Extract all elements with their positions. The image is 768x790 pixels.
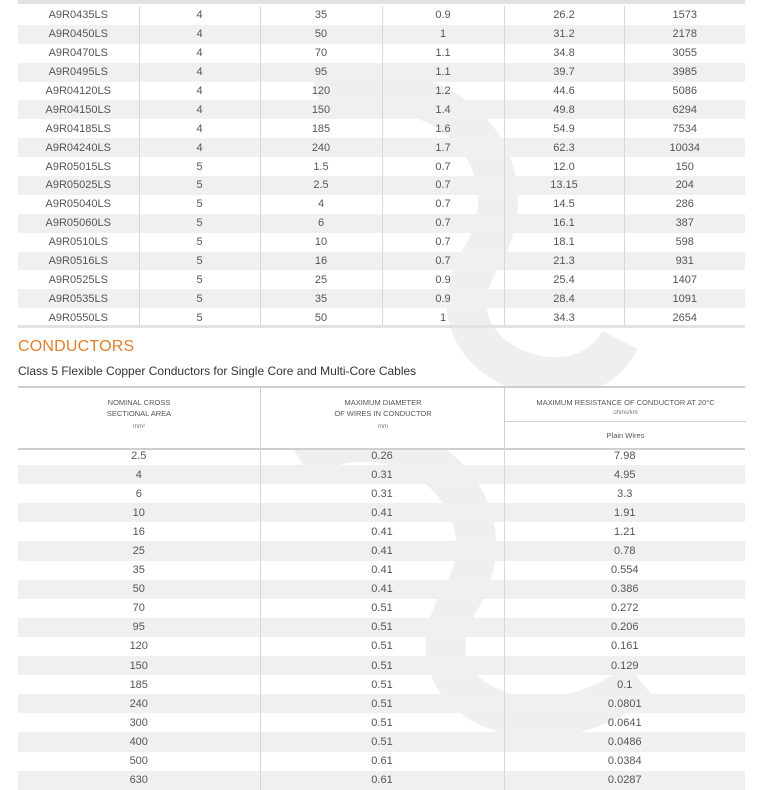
table-row: [18, 694, 745, 713]
table-cell: 5: [139, 233, 260, 252]
table-row: [18, 503, 745, 522]
table-cell: A9R0516LS: [18, 252, 139, 271]
table-cell: 50: [260, 25, 382, 44]
table-row: [18, 233, 745, 252]
header-text: MAXIMUM DIAMETER: [344, 398, 422, 407]
header-text: NOMINAL CROSS: [107, 398, 171, 407]
table-cell: 0.7: [382, 233, 504, 252]
table-row: [18, 157, 745, 176]
table-cell: 0.7: [382, 157, 504, 176]
table-cell: 630: [18, 771, 260, 790]
table-cell: 185: [129, 678, 148, 691]
table-cell: 0.26: [260, 446, 504, 465]
table-top-rule: [18, 0, 745, 4]
section-title: CONDUCTORS: [18, 338, 135, 355]
table-row: [18, 580, 745, 599]
table-cell: 1.5: [260, 157, 382, 176]
table-row: [18, 252, 745, 271]
table-cell: 5: [139, 195, 260, 214]
table-cell: 5: [139, 214, 260, 233]
table-cell: 598: [624, 233, 745, 252]
table-cell: 13.15: [504, 176, 624, 195]
table-cell: 0.51: [260, 713, 504, 732]
table-cell: 0.7: [382, 195, 504, 214]
table-cell: 10: [260, 233, 382, 252]
table-cell: 35: [260, 6, 382, 25]
table-cell: 120: [129, 640, 148, 653]
table-cell: 400: [18, 732, 260, 751]
table-cell: 25: [260, 270, 382, 289]
table-cell: 185: [260, 119, 382, 138]
table-cell: 0.31: [260, 484, 504, 503]
table-cell: 0.0384: [504, 752, 745, 771]
table-cell: 3.3: [504, 484, 745, 503]
conductor-table: [18, 446, 745, 790]
table-cell: 1.2: [382, 82, 504, 101]
table-cell: 6: [135, 487, 142, 500]
table-cell: 0.7: [382, 176, 504, 195]
table-row: [18, 713, 745, 732]
table-cell: 240: [260, 138, 382, 157]
table-cell: 120: [260, 82, 382, 101]
table-cell: 31.2: [504, 25, 624, 44]
table-cell: 0.1: [504, 675, 745, 694]
table-row: [18, 82, 745, 101]
table-cell: 28.4: [504, 289, 624, 308]
table-cell: A9R0535LS: [18, 289, 139, 308]
table-cell: 1.1: [382, 44, 504, 63]
header-text: SECTIONAL AREA: [106, 409, 172, 418]
table-cell: 26.2: [504, 6, 624, 25]
table-cell: 54.9: [504, 119, 624, 138]
table-cell: 0.7: [382, 214, 504, 233]
table-cell: 4: [139, 82, 260, 101]
table-cell: 5: [139, 270, 260, 289]
table-cell: 2.5: [260, 176, 382, 195]
table-cell: 10: [18, 503, 260, 522]
table-cell: 70: [132, 602, 145, 615]
table-cell: 0.51: [260, 694, 504, 713]
table-cell: 0.9: [382, 270, 504, 289]
table-cell: 50: [18, 580, 260, 599]
table-cell: 1: [382, 25, 504, 44]
table-cell: 0.41: [260, 580, 504, 599]
table-cell: 4: [18, 465, 260, 484]
table-row: [18, 561, 745, 580]
table-row: [18, 465, 745, 484]
table-cell: 0.554: [504, 561, 745, 580]
table-cell: A9R0525LS: [48, 273, 108, 286]
table-cell: 35: [260, 289, 382, 308]
table-row: [18, 176, 745, 195]
table-cell: 0.51: [260, 732, 504, 751]
table-cell: 0.51: [260, 656, 504, 675]
table-cell: 5086: [624, 82, 745, 101]
table-cell: 0.61: [260, 752, 504, 771]
table-cell: 0.0801: [504, 694, 745, 713]
table-row: [18, 63, 745, 82]
table-cell: A9R04120LS: [45, 85, 111, 97]
table-cell: 4: [139, 119, 260, 138]
table-cell: 150: [260, 100, 382, 119]
table-cell: A9R04185LS: [45, 122, 111, 135]
table-row: [18, 484, 745, 503]
table-cell: 2178: [624, 25, 745, 44]
table-cell: 500: [129, 755, 148, 768]
table-row: [18, 119, 745, 138]
table-cell: 39.7: [504, 63, 624, 82]
table-cell: 5: [139, 289, 260, 308]
table-cell: 0.386: [504, 580, 745, 599]
table-cell: 7534: [624, 119, 745, 138]
table-cell: 25: [18, 541, 260, 560]
table-cell: 0.51: [260, 618, 504, 637]
table-cell: 5: [139, 252, 260, 271]
header-unit: ohms/km: [613, 410, 638, 416]
table-cell: 0.7: [382, 252, 504, 271]
table-cell: 6294: [624, 100, 745, 119]
table-row: [18, 100, 745, 119]
table-cell: A9R0450LS: [18, 25, 139, 44]
table-row: [18, 446, 745, 465]
table-cell: 1573: [624, 6, 745, 25]
table-cell: A9R05015LS: [45, 160, 111, 173]
table-cell: 18.1: [504, 233, 624, 252]
table-row: [18, 541, 745, 560]
table-cell: 4.95: [504, 465, 745, 484]
table-cell: 0.41: [260, 561, 504, 580]
table-cell: 286: [624, 195, 745, 214]
table-cell: 5: [139, 176, 260, 195]
table-row: [18, 270, 745, 289]
table-cell: 0.51: [260, 637, 504, 656]
section-subtitle: Class 5 Flexible Copper Conductors for Single Core and Multi-Core Cables: [18, 364, 417, 378]
table-cell: 16.1: [504, 214, 624, 233]
table-cell: 4: [139, 100, 260, 119]
header-text: MAXIMUM RESISTANCE OF CONDUCTOR AT 20°C: [536, 398, 715, 407]
table-cell: A9R05060LS: [18, 214, 139, 233]
table-cell: 44.6: [504, 82, 624, 101]
table-cell: 1: [382, 308, 504, 327]
table-row: [18, 214, 745, 233]
table-cell: 387: [624, 214, 745, 233]
conductor-table-header: [18, 386, 745, 450]
table-cell: 0.129: [504, 656, 745, 675]
table-cell: 35: [132, 564, 145, 577]
table-cell: 62.3: [504, 138, 624, 157]
table-cell: A9R0550LS: [48, 311, 108, 324]
header-unit: mm²: [133, 424, 145, 430]
table-cell: 0.51: [260, 675, 504, 694]
table-cell: 4: [139, 6, 260, 25]
header-nominal-area: [18, 388, 260, 448]
table-cell: 5: [139, 308, 260, 327]
table-row: [18, 44, 745, 63]
table-cell: 10034: [624, 138, 745, 157]
table-cell: 34.3: [504, 308, 624, 327]
table-row: [18, 656, 745, 675]
table-row: [18, 732, 745, 751]
header-unit: mm: [378, 424, 388, 430]
table-cell: 4: [139, 25, 260, 44]
table-row: [18, 6, 745, 25]
table-cell: 0.272: [504, 599, 745, 618]
table-cell: 70: [260, 44, 382, 63]
table-cell: A9R05040LS: [45, 198, 111, 211]
table-row: [18, 599, 745, 618]
table-cell: 0.41: [260, 503, 504, 522]
header-subcolumn-plain-wires: Plain Wires: [505, 421, 746, 449]
table-row: [18, 522, 745, 541]
table-cell: 0.0486: [504, 732, 745, 751]
table-cell: 3055: [624, 44, 745, 63]
table-row: [18, 637, 745, 656]
table-row: [18, 752, 745, 771]
table-cell: 3985: [624, 63, 745, 82]
table-cell: A9R05025LS: [18, 176, 139, 195]
table-cell: 1091: [624, 289, 745, 308]
table-row: [18, 195, 745, 214]
header-max-diameter: [260, 388, 505, 448]
table-cell: 95: [260, 63, 382, 82]
table-cell: 1407: [624, 270, 745, 289]
table-cell: 0.31: [260, 465, 504, 484]
table-cell: 5: [139, 157, 260, 176]
table-row: [18, 771, 745, 790]
table-cell: A9R0435LS: [48, 9, 108, 22]
table-bottom-rule: [18, 325, 745, 328]
table-cell: 7.98: [504, 446, 745, 465]
table-cell: 16: [260, 252, 382, 271]
table-cell: 25.4: [504, 270, 624, 289]
table-cell: 2.5: [131, 449, 147, 462]
table-cell: 0.9: [382, 6, 504, 25]
table-cell: 49.8: [504, 100, 624, 119]
table-cell: 1.91: [504, 503, 745, 522]
table-row: [18, 25, 745, 44]
table-cell: 150: [18, 656, 260, 675]
table-cell: 0.206: [504, 618, 745, 637]
header-max-resistance: [504, 388, 746, 448]
table-cell: A9R04240LS: [18, 138, 139, 157]
table-cell: 0.0287: [504, 771, 745, 790]
table-cell: 0.41: [260, 541, 504, 560]
table-cell: 0.41: [260, 522, 504, 541]
table-cell: 1.4: [382, 100, 504, 119]
table-cell: 1.6: [382, 119, 504, 138]
table-row: [18, 289, 745, 308]
table-cell: 4: [260, 195, 382, 214]
table-cell: 16: [132, 525, 145, 538]
table-cell: 6: [260, 214, 382, 233]
table-cell: 0.161: [504, 637, 745, 656]
table-cell: 12.0: [504, 157, 624, 176]
table-cell: 0.51: [260, 599, 504, 618]
table-cell: 21.3: [504, 252, 624, 271]
table-cell: 0.0641: [504, 713, 745, 732]
table-cell: 4: [139, 138, 260, 157]
table-cell: 95: [18, 618, 260, 637]
cable-spec-table: [18, 6, 745, 327]
table-cell: A9R04150LS: [18, 100, 139, 119]
header-text: OF WIRES IN CONDUCTOR: [334, 409, 432, 418]
table-cell: 0.78: [504, 541, 745, 560]
table-row: [18, 675, 745, 694]
table-cell: 300: [129, 716, 148, 729]
table-cell: A9R0510LS: [48, 236, 108, 249]
table-cell: 1.21: [504, 522, 745, 541]
table-cell: 4: [139, 63, 260, 82]
table-cell: 1.1: [382, 63, 504, 82]
table-cell: 0.61: [260, 771, 504, 790]
table-row: [18, 618, 745, 637]
table-cell: 14.5: [504, 195, 624, 214]
table-cell: 240: [18, 694, 260, 713]
table-cell: 1.7: [382, 138, 504, 157]
table-cell: 0.9: [382, 289, 504, 308]
table-cell: 34.8: [504, 44, 624, 63]
table-cell: 50: [260, 308, 382, 327]
table-cell: 2654: [624, 308, 745, 327]
table-row: [18, 138, 745, 157]
table-cell: A9R0470LS: [48, 47, 108, 60]
table-cell: 4: [139, 44, 260, 63]
table-cell: 150: [624, 157, 745, 176]
table-cell: A9R0495LS: [18, 63, 139, 82]
table-cell: 204: [624, 176, 745, 195]
table-cell: 931: [624, 252, 745, 271]
